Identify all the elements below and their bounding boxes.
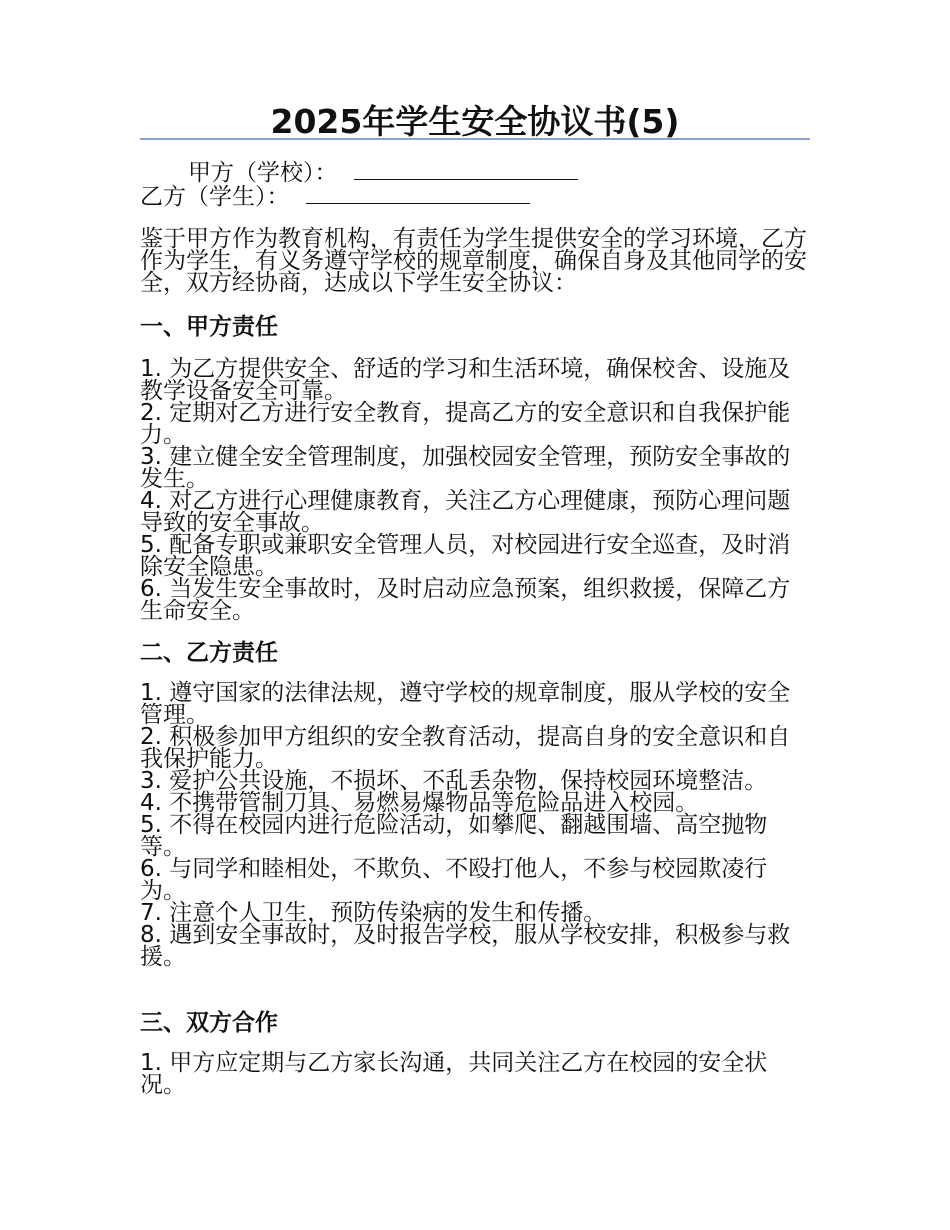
list-item: 1. 甲方应定期与乙方家长沟通，共同关注乙方在校园的安全状况。 (140, 1050, 768, 1098)
list-item: 8. 遇到安全事故时，及时报告学校，服从学校安排，积极参与救援。 (140, 922, 791, 970)
section-heading-cooperation: 三、双方合作 (140, 1010, 278, 1036)
list-item: 7. 注意个人卫生，预防传染病的发生和传播。 (140, 900, 607, 926)
list-item: 5. 不得在校园内进行危险活动，如攀爬、翻越围墙、高空抛物等。 (140, 812, 768, 860)
party-a-line (188, 160, 578, 186)
list-item: 4. 对乙方进行心理健康教育，关注乙方心理健康，预防心理问题导致的安全事故。 (140, 488, 791, 536)
list-item: 4. 不携带管制刀具、易燃易爆物品等危险品进入校园。 (140, 790, 699, 816)
list-item: 6. 当发生安全事故时，及时启动应急预案，组织救援，保障乙方生命安全。 (140, 576, 791, 624)
list-item: 5. 配备专职或兼职安全管理人员，对校园进行安全巡查，及时消除安全隐患。 (140, 532, 791, 580)
party-a-list (140, 358, 810, 622)
party-b-line (140, 184, 530, 210)
party-b-label: 乙方（学生）： (140, 184, 290, 210)
list-item: 1. 遵守国家的法律法规，遵守学校的规章制度，服从学校的安全管理。 (140, 680, 791, 728)
list-item: 3. 爱护公共设施，不损坏、不乱丢杂物，保持校园环境整洁。 (140, 768, 768, 794)
section-heading-party-a: 一、甲方责任 (140, 314, 278, 340)
party-b-blank (306, 185, 530, 204)
party-a-blank (354, 161, 578, 180)
document-title: 2025年学生安全协议书(5) (270, 102, 680, 141)
cooperation-list (140, 1052, 810, 1096)
list-item: 2. 定期对乙方进行安全教育，提高乙方的安全意识和自我保护能力。 (140, 400, 791, 448)
list-item: 3. 建立健全安全管理制度，加强校园安全管理，预防安全事故的发生。 (140, 444, 791, 492)
section-heading-party-b: 二、乙方责任 (140, 640, 278, 666)
list-item: 6. 与同学和睦相处，不欺负、不殴打他人，不参与校园欺凌行为。 (140, 856, 768, 904)
list-item: 1. 为乙方提供安全、舒适的学习和生活环境，确保校舍、设施及教学设备安全可靠。 (140, 356, 791, 404)
party-a-label: 甲方（学校）： (188, 160, 338, 186)
intro-paragraph: 鉴于甲方作为教育机构，有责任为学生提供安全的学习环境，乙方作为学生，有义务遵守学校的规章制度，确保自身及其他同学的安全，双方经协商，达成以下学生安全协议： (140, 226, 807, 296)
party-b-list (140, 682, 810, 968)
list-item: 2. 积极参加甲方组织的安全教育活动，提高自身的安全意识和自我保护能力。 (140, 724, 791, 772)
title-rule (140, 138, 810, 140)
